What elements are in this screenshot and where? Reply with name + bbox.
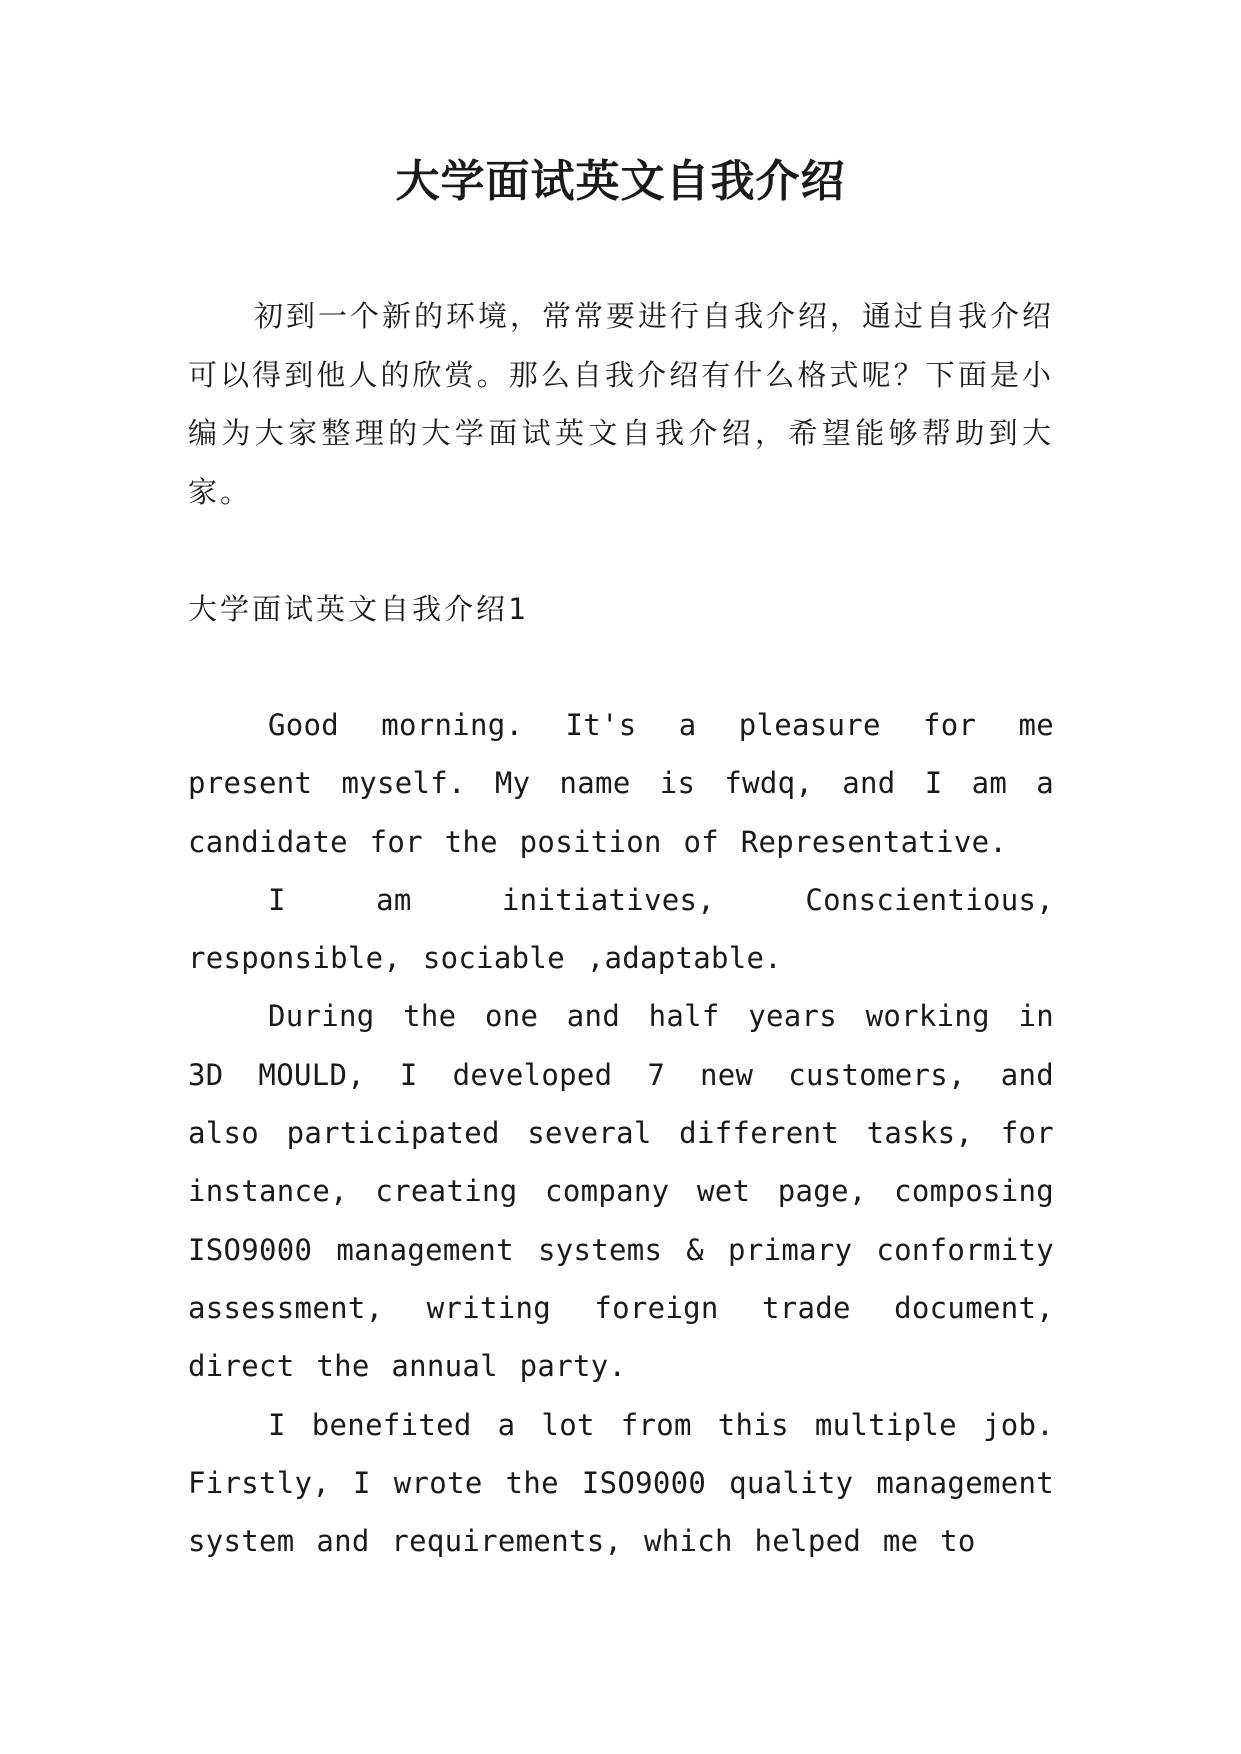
paragraph-traits: I am initiatives, Conscientious, responsible, sociable ,adaptable. — [188, 882, 1054, 976]
section-body — [188, 696, 1054, 1570]
paragraph-greeting: Good morning. It's a pleasure for me present myself. My name is fwdq, and I am a candidate for the position of Representative. — [188, 708, 1054, 859]
section-heading: 大学面试英文自我介绍1 — [188, 592, 529, 626]
document-title: 大学面试英文自我介绍 — [395, 156, 846, 207]
paragraph-benefits: I benefited a lot from this multiple job. Firstly, I wrote the ISO9000 quality management system and requirements, which helped me to — [188, 1407, 1054, 1559]
paragraph-experience: During the one and half years working in 3D MOULD, I developed 7 new customers, and also participated several different tasks, for instance, creating company wet page, composing ISO9000 management systems & primary conformity assessment, writing foreign trade document, direct the annual party. — [188, 999, 1054, 1384]
intro-paragraph: 初到一个新的环境，常常要进行自我介绍，通过自我介绍可以得到他人的欣赏。那么自我介绍有什么格式呢？下面是小编为大家整理的大学面试英文自我介绍，希望能够帮助到大家。 — [188, 299, 1055, 509]
